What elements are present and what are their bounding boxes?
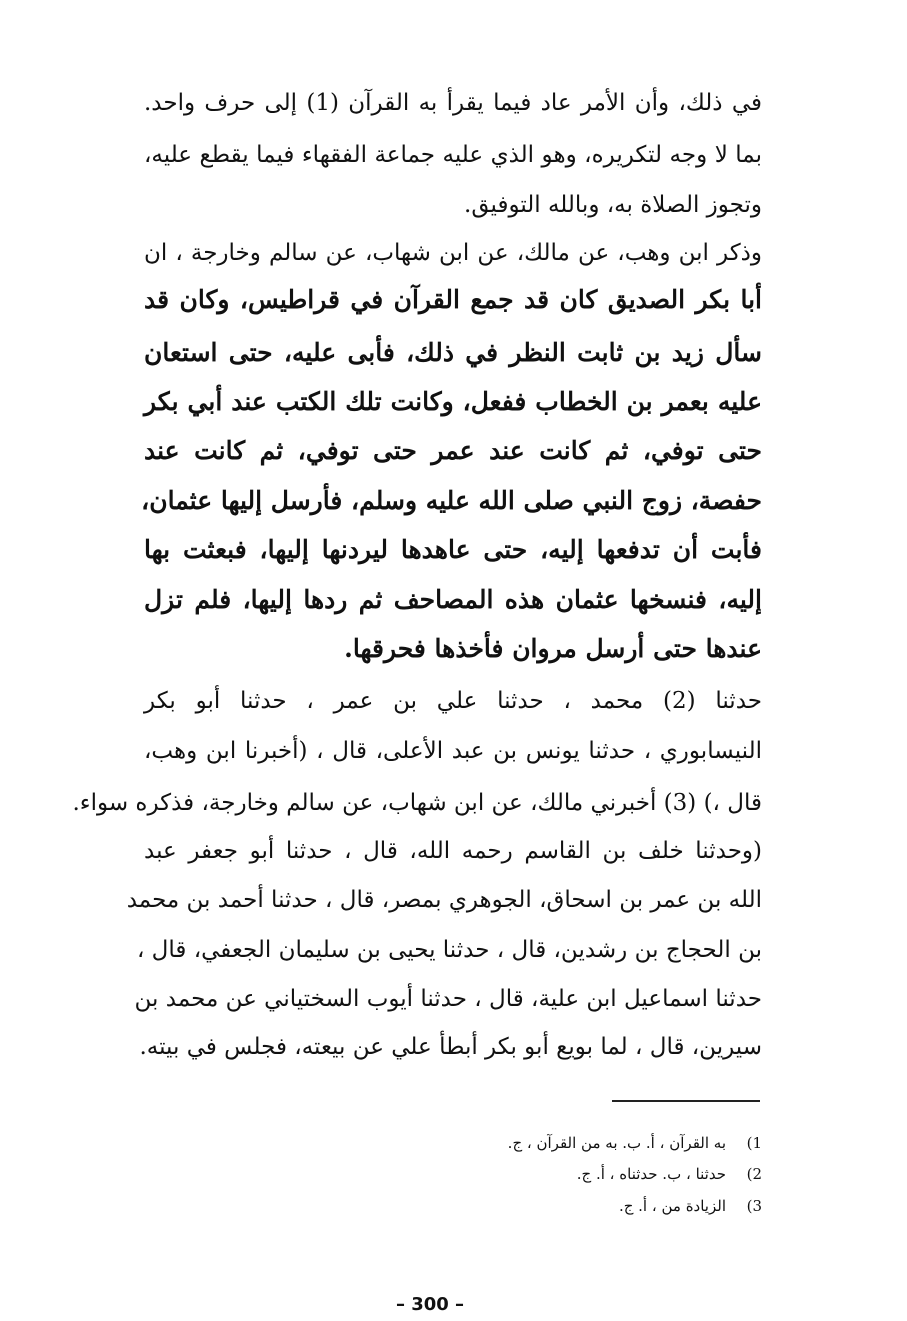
footnote-divider (612, 1100, 760, 1102)
text-line: في ذلك، وأن الأمر عاد فيما يقرأ به القرآن (1) إلى حرف واحد. (144, 90, 762, 116)
text-line: قال ،) (3) أخبرني مالك، عن ابن شهاب، عن سالم وخارجة، فذكره سواء. (72, 790, 762, 816)
text-line: وتجوز الصلاة به، وبالله التوفيق. (464, 192, 762, 218)
text-line-bold: حفصة، زوج النبي صلى الله عليه وسلم، فأرسل إليها عثمان، (141, 486, 762, 515)
footnote (362, 1163, 762, 1187)
footnote-number: 1) (746, 1134, 762, 1152)
text-line-bold: عليه بعمر بن الخطاب ففعل، وكانت تلك الكتب عند أبي بكر (144, 387, 762, 416)
footnote (362, 1132, 762, 1156)
text-line-bold: عندها حتى أرسل مروان فأخذها فحرقها. (344, 634, 762, 663)
footnote-number: 2) (746, 1165, 762, 1183)
text-line-bold: إليه، فنسخها عثمان هذه المصاحف ثم ردها إليها، فلم تزل (144, 585, 762, 614)
text-line: حدثنا اسماعيل ابن علية، قال ، حدثنا أيوب السختياني عن محمد بن (134, 986, 762, 1012)
text-line-bold: سأل زيد بن ثابت النظر في ذلك، فأبى عليه، حتى استعان (144, 338, 762, 367)
text-line: (وحدثنا خلف بن القاسم رحمه الله، قال ، حدثنا أبو جعفر عبد (144, 838, 762, 864)
text-line: بن الحجاج بن رشدين، قال ، حدثنا يحيى بن سليمان الجعفي، قال ، (136, 937, 762, 963)
text-line: وذكر ابن وهب، عن مالك، عن ابن شهاب، عن سالم وخارجة ، ان (144, 240, 762, 266)
text-line: حدثنا (2) محمد ، حدثنا علي بن عمر ، حدثنا أبو بكر (144, 688, 762, 714)
text-line: بما لا وجه لتكريره، وهو الذي عليه جماعة الفقهاء فيما يقطع عليه، (144, 142, 762, 168)
footnote-text: الزيادة من ، أ. ج. (618, 1197, 726, 1215)
text-line: سيرين، قال ، لما بويع أبو بكر أبطأ علي عن بيعته، فجلس في بيته. (139, 1034, 762, 1060)
footnote-number: 3) (746, 1197, 762, 1215)
text-line-bold: أبا بكر الصديق كان قد جمع القرآن في قراطيس، وكان قد (144, 285, 762, 314)
footnote-text: به القرآن ، أ. ب. به من القرآن ، ج. (507, 1134, 726, 1152)
text-line: الله بن عمر بن اسحاق، الجوهري بمصر، قال ، حدثنا أحمد بن محمد (126, 887, 762, 913)
footnote-text: حدثنا ، ب. حدثناه ، أ. ج. (576, 1165, 726, 1183)
text-line: النيسابوري ، حدثنا يونس بن عبد الأعلى، قال ، (أخبرنا ابن وهب، (144, 738, 762, 764)
text-line-bold: حتى توفي، ثم كانت عند عمر حتى توفي، ثم كانت عند (144, 436, 762, 465)
footnote (362, 1195, 762, 1219)
text-line-bold: فأبت أن تدفعها إليه، حتى عاهدها ليردنها إليها، فبعثت بها (144, 535, 762, 564)
page-number: – 300 – (395, 1294, 465, 1315)
